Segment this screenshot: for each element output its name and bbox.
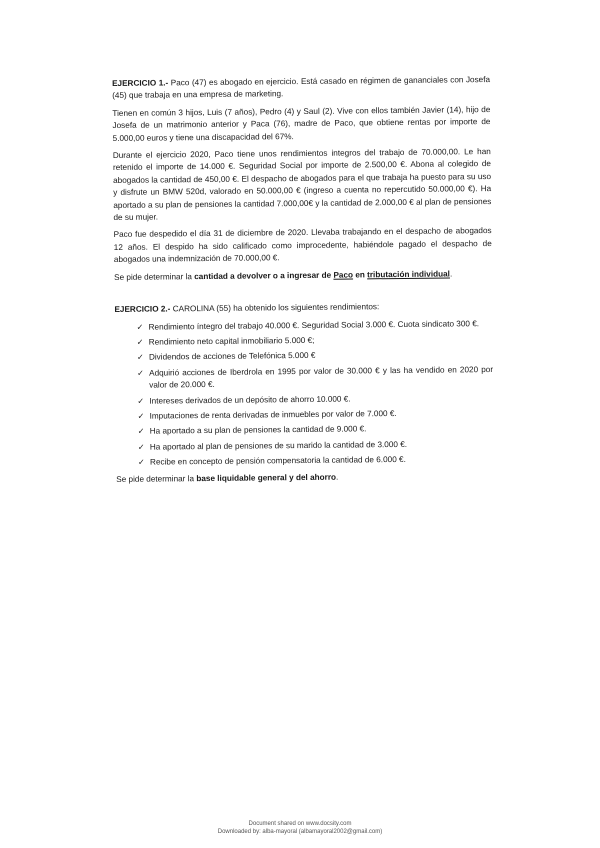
list-item-text: Rendimiento íntegro del trabajo 40.000 €. Seguridad Social 3.000 €. Cuota sindicato 300 €.	[148, 318, 480, 332]
checkmark-icon: ✓	[136, 322, 144, 332]
checkmark-icon: ✓	[137, 368, 144, 378]
list-item	[137, 407, 493, 423]
exercise-1-intro-text: Paco (47) es abogado en ejercicio. Está casado en régimen de gananciales con Josefa (45) que trabaja en una empresa de marketing.	[112, 75, 491, 101]
list-item-text: Adquirió acciones de Iberdrola en 1995 por valor de 30.000 € y las ha vendido en 2020 por valor de 20.000 €.	[149, 364, 494, 390]
exercise-1-dismissal: Paco fue despedido el día 31 de diciembre de 2020. Llevaba trabajando en el despacho de abogados 12 años. El despido ha sido calificado como improcedente, habiéndole pagado el despacho de abogados una indemnización de 70.000,00 €.	[113, 226, 492, 265]
document-page	[112, 74, 494, 491]
exercise-2-task	[116, 470, 494, 486]
checkmark-icon: ✓	[136, 337, 144, 347]
download-attribution: Downloaded by: alba-mayoral (albamayoral2002@gmail.com)	[217, 829, 383, 835]
checkmark-icon: ✓	[137, 396, 145, 406]
exercise-1-task-mid: en	[352, 270, 368, 280]
exercise-1-task-name: Paco	[333, 270, 354, 280]
checkmark-icon: ✓	[137, 442, 145, 452]
list-item-text: Ha aportado al plan de pensiones de su marido la cantidad de 3.000 €.	[149, 439, 408, 452]
exercise-1-task	[114, 268, 492, 284]
exercise-2-task-prefix: Se pide determinar la	[116, 473, 197, 484]
exercise-2-label: EJERCICIO 2.-	[114, 304, 171, 315]
list-item	[138, 453, 494, 469]
exercise-2	[114, 300, 494, 486]
checkmark-icon: ✓	[137, 457, 145, 467]
exercise-1-task-end: .	[449, 269, 453, 279]
exercise-1	[112, 74, 492, 284]
checkmark-icon: ✓	[136, 352, 144, 363]
exercise-1-intro	[112, 74, 490, 103]
list-item	[137, 318, 493, 334]
list-item-text: Imputaciones de renta derivadas de inmuebles por valor de 7.000 €.	[149, 408, 397, 421]
list-item	[137, 364, 493, 393]
list-item	[137, 348, 493, 364]
exercise-2-intro-text: CAROLINA (55) ha obtenido los siguientes rendimientos:	[170, 302, 380, 314]
exercise-1-label: EJERCICIO 1.-	[112, 78, 169, 88]
exercise-1-income: Durante el ejercicio 2020, Paco tiene unos rendimientos integros del trabajo de 70.000,00. Le han retenido el importe de 14.000 €. Seguridad Social por importe de 2.500,00 €. Abona al colegido de abogados la cantidad de 450,00 €. El despacho de abogados para el que trabaja ha puesto para su uso y disfrute un BMW 520d, valorado en 50.000,00 € (ingreso a cuenta no repercutido 50.000,00 €). Ha aportado a su plan de pensiones la cantidad 7.000,00€ y la cantidad de 2.000,00 € al plan de pensiones de su mujer.	[112, 147, 492, 223]
list-item-text: Recibe en concepto de pensión compensatoria la cantidad de 6.000 €.	[149, 455, 406, 467]
list-item	[137, 392, 493, 408]
list-item-text: Dividendos de acciones de Telefónica 5.000 €	[148, 351, 316, 362]
exercise-2-task-bold: base liquidable general y del ahorro	[196, 472, 337, 483]
exercise-1-task-bold: cantidad a devolver o a ingresar de	[194, 270, 334, 281]
checkmark-icon: ✓	[137, 427, 145, 437]
exercise-1-task-tributacion: tributación individual	[367, 269, 450, 280]
exercise-2-task-end: .	[335, 472, 339, 482]
exercise-1-task-prefix: Se pide determinar la	[114, 271, 195, 282]
list-item-text: Rendimiento neto capital inmobiliario 5.000 €;	[148, 335, 315, 347]
exercise-2-intro	[114, 300, 492, 316]
list-item	[138, 438, 494, 454]
checkmark-icon: ✓	[137, 411, 145, 421]
list-item	[138, 422, 494, 438]
list-item-text: Ha aportado a su plan de pensiones la cantidad de 9.000 €.	[149, 424, 367, 436]
exercise-1-family: Tienen en común 3 hijos, Luis (7 años), Pedro (4) y Saul (2). Vive con ellos también Javier (14), hijo de Josefa de un matrimonio anterior y Paca (76), madre de Paco, que obtiene rentas por importe de 5.000,00 euros y tiene una discapacidad del 67%.	[112, 104, 491, 143]
exercise-2-income-list	[115, 318, 495, 470]
docsity-share-notice: Document shared on www.docsity.com	[248, 821, 352, 827]
list-item-text: Intereses derivados de un depósito de ahorro 10.000 €.	[149, 394, 351, 406]
list-item	[137, 333, 493, 349]
